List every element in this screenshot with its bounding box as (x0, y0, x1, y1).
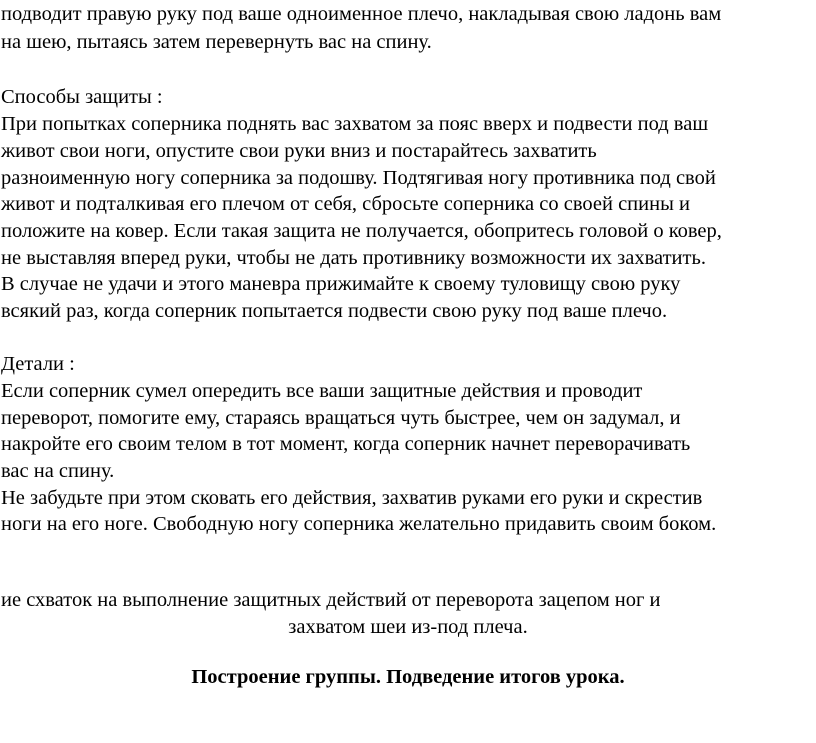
details-line-1: Если соперник сумел опередить все ваши защитные действия и проводит (1, 380, 643, 402)
protection-heading: Способы защиты : (1, 86, 163, 108)
intro-line-1: подводит правую руку под ваше одноименное плечо, накладывая свою ладонь вам (1, 3, 722, 25)
protection-line-4: живот и подталкивая его плечом от себя, сбросьте соперника со своей спины и (1, 193, 690, 215)
details-line-4: вас на спину. (1, 460, 115, 482)
protection-line-2: живот свои ноги, опустите свои руки вниз и постарайтесь захватить (1, 140, 597, 162)
protection-line-6: не выставляя вперед руки, чтобы не дать противнику возможности их захватить. (1, 247, 706, 269)
protection-line-1: При попытках соперника поднять вас захватом за пояс вверх и подвести под ваш (1, 113, 709, 135)
details-line-5: Не забудьте при этом сковать его действия, захватив руками его руки и скрестив (1, 487, 703, 509)
details-line-3: накройте его своим телом в тот момент, когда соперник начнет переворачивать (1, 433, 691, 455)
intro-line-2: на шею, пытаясь затем перевернуть вас на спину. (1, 31, 432, 53)
protection-line-5: положите на ковер. Если такая защита не получается, обопритесь головой о ковер, (1, 220, 722, 242)
details-line-2: переворот, помогите ему, стараясь вращаться чуть быстрее, чем он задумал, и (1, 407, 681, 429)
exercise-line-2: захватом шеи из-под плеча. (288, 616, 528, 638)
details-heading: Детали : (1, 353, 75, 375)
protection-line-3: разноименную ногу соперника за подошву. Подтягивая ногу противника под свой (1, 167, 716, 189)
protection-line-7: В случае не удачи и этого маневра прижимайте к своему туловищу свою руку (1, 273, 681, 295)
exercise-line-1: ие схваток на выполнение защитных действий от переворота зацепом ног и (1, 589, 661, 611)
details-line-6: ноги на его ноге. Свободную ногу соперника желательно придавить своим боком. (1, 513, 717, 535)
closing-title: Построение группы. Подведение итогов урока. (191, 666, 625, 688)
protection-line-8: всякий раз, когда соперник попытается подвести свою руку под ваше плечо. (1, 300, 668, 322)
